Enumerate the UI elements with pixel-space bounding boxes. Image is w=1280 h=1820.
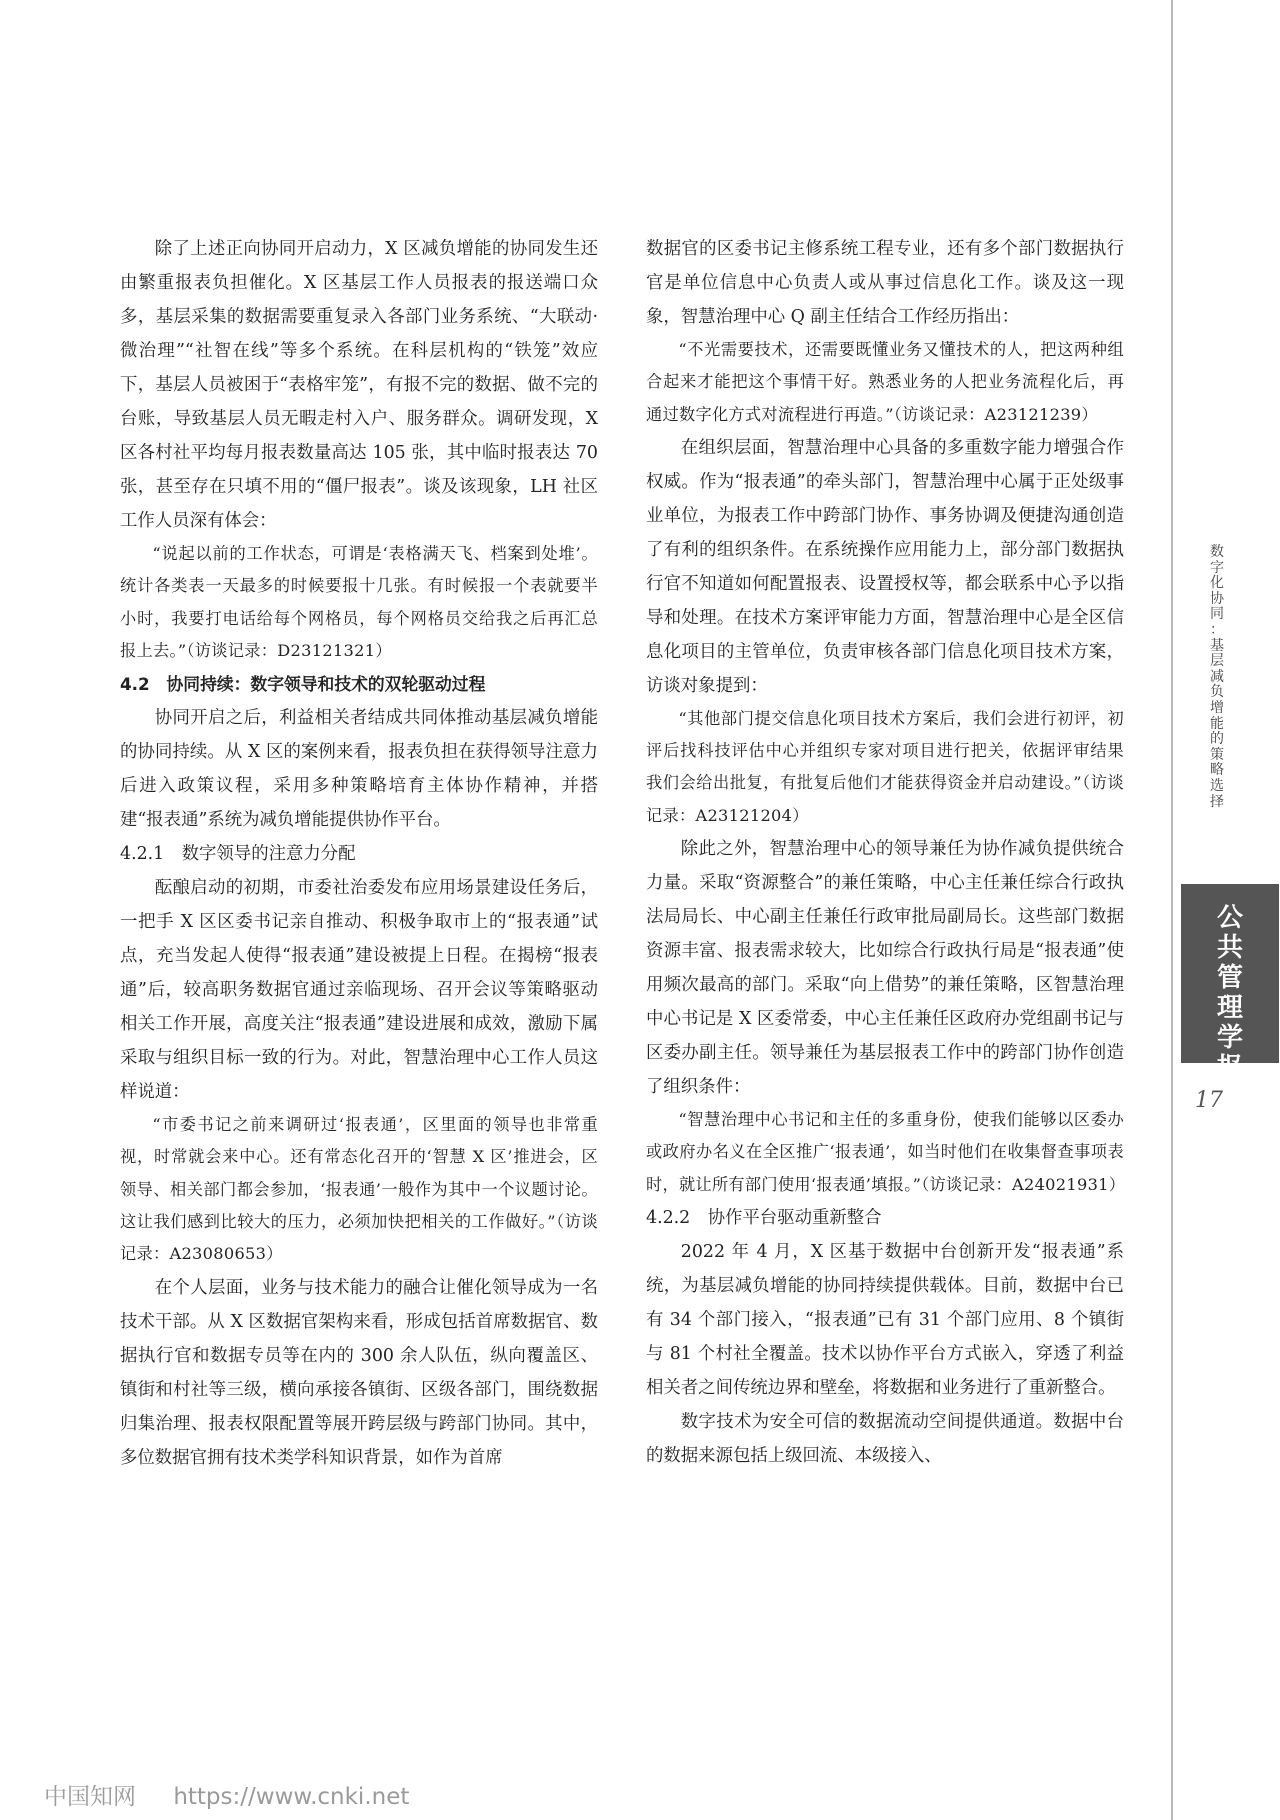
running-title-char: 字 bbox=[1210, 559, 1224, 576]
running-title-char: 能 bbox=[1210, 715, 1224, 732]
cnki-brand: 中国知网 bbox=[44, 1784, 136, 1810]
running-title-char: 层 bbox=[1210, 653, 1224, 670]
journal-name-char: 报 bbox=[1216, 1053, 1243, 1083]
interview-quote: “说起以前的工作状态，可谓是‘表格满天飞、档案到处堆’。统计各类表一天最多的时候要报十几张。有时候报一个表就要半小时，我要打电话给每个网格员，每个网格员交给我之后再汇总报上去。”（访谈记录：D23121321） bbox=[120, 544, 598, 660]
paragraph: 除此之外，智慧治理中心的领导兼任为协作减负提供统合力量。采取“资源整合”的兼任策略，中心主任兼任综合行政执法局局长、中心副主任兼任行政审批局副局长。这些部门数据资源丰富、报表需求较大，比如综合行政执行局是“报表通”使用频次最高的部门。采取“向上借势”的兼任策略，区智慧治理中心书记是 X 区委常委，中心主任兼任区政府办党组副书记与区委办副主任。领导兼任为基层报表工作中的跨部门协作创造了组织条件： bbox=[646, 839, 1124, 1098]
journal-name-char: 学 bbox=[1216, 1023, 1243, 1053]
running-title-char: 的 bbox=[1210, 731, 1224, 748]
watermark-footer bbox=[44, 1778, 409, 1811]
running-title-char: 负 bbox=[1210, 684, 1224, 701]
running-title-char: 策 bbox=[1210, 746, 1224, 763]
running-title-char: 择 bbox=[1210, 793, 1224, 810]
running-title-char: 数 bbox=[1210, 544, 1224, 560]
running-title-char: 协 bbox=[1210, 590, 1224, 607]
running-title-char: 略 bbox=[1210, 762, 1224, 779]
journal-name-char: 理 bbox=[1216, 993, 1243, 1023]
interview-quote: “其他部门提交信息化项目技术方案后，我们会进行初评，初评后找科技评估中心并组织专家对项目进行把关，依据评审结果我们会给出批复，有批复后他们才能获得资金并启动建设。”（访谈记录：A23121204） bbox=[646, 708, 1124, 825]
journal-name-box bbox=[1181, 884, 1279, 1083]
section-heading-4-2: 4.2 协同持续：数字领导和技术的双轮驱动过程 bbox=[120, 674, 486, 695]
paragraph: 数字技术为安全可信的数据流动空间提供通道。数据中台的数据来源包括上级回流、本级接入、 bbox=[646, 1411, 1124, 1466]
page-number: 17 bbox=[1195, 1088, 1223, 1113]
right-column bbox=[646, 232, 1124, 1473]
running-title-char: 同 bbox=[1210, 606, 1224, 623]
cnki-url: https://www.cnki.net bbox=[173, 1784, 410, 1810]
running-title-char: 减 bbox=[1210, 668, 1224, 685]
interview-quote: “市委书记之前来调研过‘报表通’，区里面的领导也非常重视，时常就会来中心。还有常态化召开的‘智慧 X 区’推进会，区领导、相关部门都会参加，‘报表通’一般作为其中一个议题讨论。这让我们感到比较大的压力，必须加快把相关的工作做好。”（访谈记录：A23080653） bbox=[120, 1115, 598, 1264]
paragraph: 在组织层面，智慧治理中心具备的多重数字能力增强合作权威。作为“报表通”的牵头部门，智慧治理中心属于正处级事业单位，为报表工作中跨部门协作、事务协调及便捷沟通创造了有利的组织条件。在系统操作应用能力上，部分部门数据执行官不知道如何配置报表、设置授权等，都会联系中心予以指导和处理。在技术方案评审能力方面，智慧治理中心是全区信息化项目的主管单位，负责审核各部门信息化项目技术方案，访谈对象提到： bbox=[646, 437, 1124, 696]
journal-name-char: 管 bbox=[1216, 963, 1243, 993]
paragraph: 酝酿启动的初期，市委社治委发布应用场景建设任务后，一把手 X 区区委书记亲自推动、积极争取市上的“报表通”试点，充当发起人使得“报表通”建设被提上日程。在揭榜“报表通”后，较高职务数据官通过亲临现场、召开会议等策略驱动相关工作开展，高度关注“报表通”建设进展和成效，激励下属采取与组织目标一致的行为。对此，智慧治理中心工作人员这样说道： bbox=[120, 878, 598, 1103]
running-title bbox=[1207, 545, 1227, 810]
journal-name-char: 公 bbox=[1216, 903, 1243, 933]
subsection-heading-4-2-2: 4.2.2 协作平台驱动重新整合 bbox=[646, 1207, 882, 1228]
left-column bbox=[120, 232, 598, 1475]
paragraph: 在个人层面，业务与技术能力的融合让催化领导成为一名技术干部。从 X 区数据官架构来看，形成包括首席数据官、数据执行官和数据专员等在内的 300 余人队伍，纵向覆盖区、镇街和村社等三级，横向承接各镇街、区级各部门，围绕数据归集治理、报表权限配置等展开跨层级与跨部门协同。其中，多位数据官拥有技术类学科知识背景，如作为首席 bbox=[120, 1277, 598, 1468]
interview-quote: “不光需要技术，还需要既懂业务又懂技术的人，把这两种组合起来才能把这个事情干好。熟悉业务的人把业务流程化后，再通过数字化方式对流程进行再造。”（访谈记录：A23121239） bbox=[646, 340, 1124, 424]
paragraph-continued: 数据官的区委书记主修系统工程专业，还有多个部门数据执行官是单位信息中心负责人或从事过信息化工作。谈及这一现象，智慧治理中心 Q 副主任结合工作经历指出： bbox=[646, 239, 1124, 327]
running-title-char: ： bbox=[1210, 621, 1224, 638]
interview-quote: “智慧治理中心书记和主任的多重身份，使我们能够以区委办或政府办名义在全区推广‘报表通’，如当时他们在收集督查事项表时，就让所有部门使用‘报表通’填报。”（访谈记录：A24021931） bbox=[646, 1110, 1126, 1194]
subsection-heading-4-2-1: 4.2.1 数字领导的注意力分配 bbox=[120, 844, 356, 865]
running-title-char: 化 bbox=[1210, 575, 1224, 592]
paragraph: 除了上述正向协同开启动力，X 区减负增能的协同发生还由繁重报表负担催化。X 区基层工作人员报表的报送端口众多，基层采集的数据需要重复录入各部门业务系统、“大联动·微治理”“社智在线”等多个系统。在科层机构的“铁笼”效应下，基层人员被困于“表格牢笼”，有报不完的数据、做不完的台账，导致基层人员无暇走村入户、服务群众。调研发现，X 区各村社平均每月报表数量高达 105 张，其中临时报表达 70 张，甚至存在只填不用的“僵尸报表”。谈及该现象，LH 社区工作人员深有体会： bbox=[120, 239, 598, 531]
running-title-char: 基 bbox=[1210, 637, 1224, 654]
margin-divider-line bbox=[1171, 0, 1173, 1820]
journal-name-char: 共 bbox=[1216, 933, 1243, 963]
paragraph: 2022 年 4 月，X 区基于数据中台创新开发“报表通”系统，为基层减负增能的协同持续提供载体。目前，数据中台已有 34 个部门接入，“报表通”已有 31 个部门应用、8 个镇街与 81 个村社全覆盖。技术以协作平台方式嵌入，穿透了利益相关者之间传统边界和壁垒，将数据和业务进行了重新整合。 bbox=[646, 1241, 1124, 1398]
paragraph: 协同开启之后，利益相关者结成共同体推动基层减负增能的协同持续。从 X 区的案例来看，报表负担在获得领导注意力后进入政策议程，采用多种策略培育主体协作精神，并搭建“报表通”系统为减负增能提供协作平台。 bbox=[120, 708, 598, 831]
running-title-char: 选 bbox=[1210, 777, 1224, 794]
running-title-char: 增 bbox=[1210, 699, 1224, 716]
